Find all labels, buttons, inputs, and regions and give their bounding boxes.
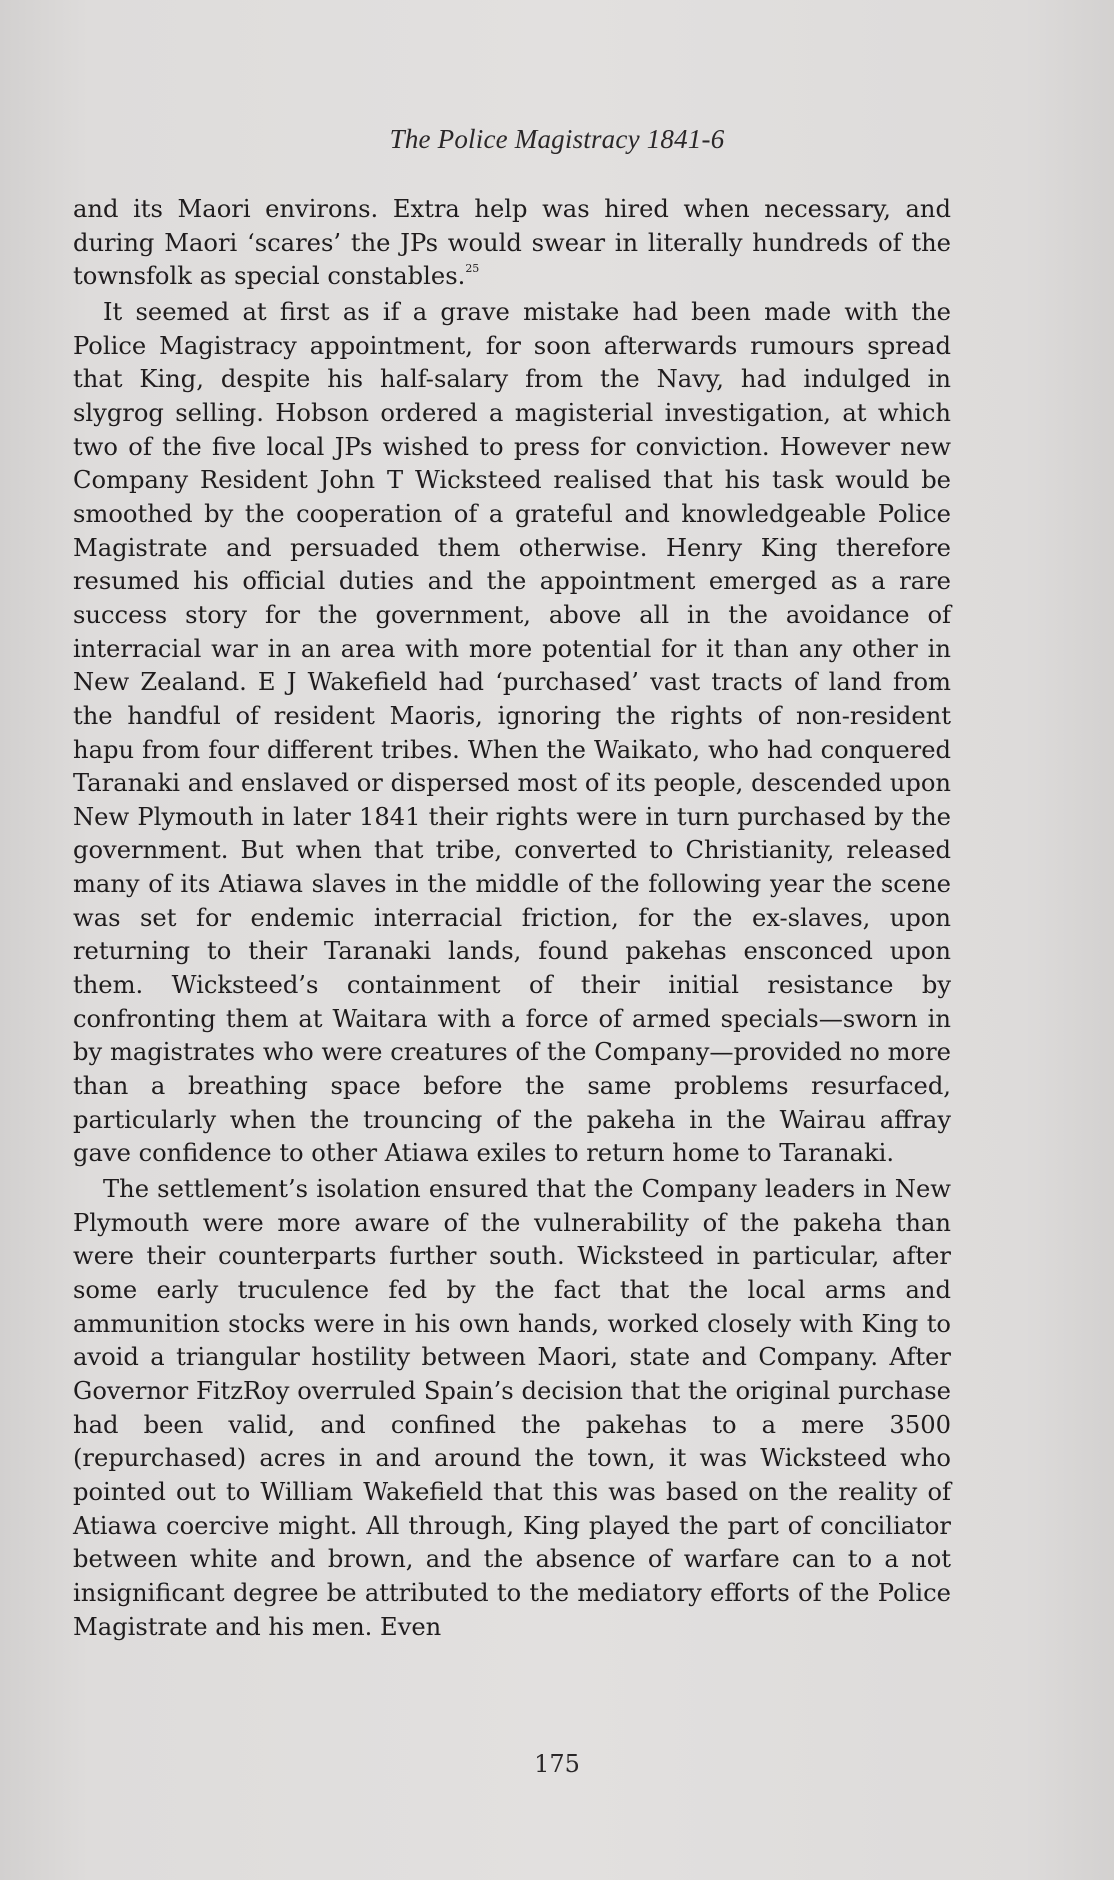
paragraph-3: The settlement’s isolation ensured that the Company leaders in New Plymouth were more aware of the vulnerability of the pakeha than were their counterparts further south. Wicksteed in particular, after some early truculence fed by the fact that the local arms and ammunition stocks were in his own hands, worked closely with King to avoid a triangular hostility between Maori, state and Company. After Governor FitzRoy overruled Spain’s decision that the original purchase had been valid, and confined the pakehas to a mere 3500 (repurchased) acres in and around the town, it was Wicksteed who pointed out to William Wakefield that this was based on the reality of Atiawa coercive might. All through, King played the part of conciliator between white and brown, and the absence of warfare can to a not insignificant degree be attributed to the mediatory efforts of the Police Magistrate and his men. Even [73,1175,951,1641]
page-number: 175 [534,1750,580,1778]
running-head: The Police Magistracy 1841-6 [389,124,725,154]
body-text [73,193,951,1644]
paragraph-1 [73,193,951,294]
paragraph-2: It seemed at first as if a grave mistake had been made with the Police Magistracy appointment, for soon afterwards rumours spread that King, despite his half-salary from the Navy, had indulged in slygrog selling. Hobson ordered a magisterial investigation, at which two of the five local JPs wished to press for conviction. However new Company Resident John T Wicksteed realised that his task would be smoothed by the cooperation of a grateful and knowledgeable Police Magistrate and persuaded them otherwise. Henry King therefore resumed his official duties and the appointment emerged as a rare success story for the government, above all in the avoidance of interracial war in an area with more potential for it than any other in New Zealand. E J Wakefield had ‘purchased’ vast tracts of land from the handful of resident Maoris, ignoring the rights of non-resident hapu from four different tribes. When the Waikato, who had conquered Taranaki and enslaved or dispersed most of its people, descended upon New Plymouth in later 1841 their rights were in turn purchased by the government. But when that tribe, converted to Christianity, released many of its Atiawa slaves in the middle of the following year the scene was set for endemic interracial friction, for the ex-slaves, upon returning to their Taranaki lands, found pakehas ensconced upon them. Wicksteed’s containment of their initial resistance by confronting them at Waitara with a force of armed specials—sworn in by magistrates who were creatures of the Company—provided no more than a breathing space before the same problems resurfaced, particularly when the trouncing of the pakeha in the Wairau affray gave confidence to other Atiawa exiles to return home to Taranaki. [73,297,951,1168]
paragraph-1-text: and its Maori environs. Extra help was hired when necessary, and during Maori ‘scares’ the JPs would swear in literally hundreds of the townsfolk as special constables. [73,195,951,291]
footnote-marker: 25 [465,262,480,276]
